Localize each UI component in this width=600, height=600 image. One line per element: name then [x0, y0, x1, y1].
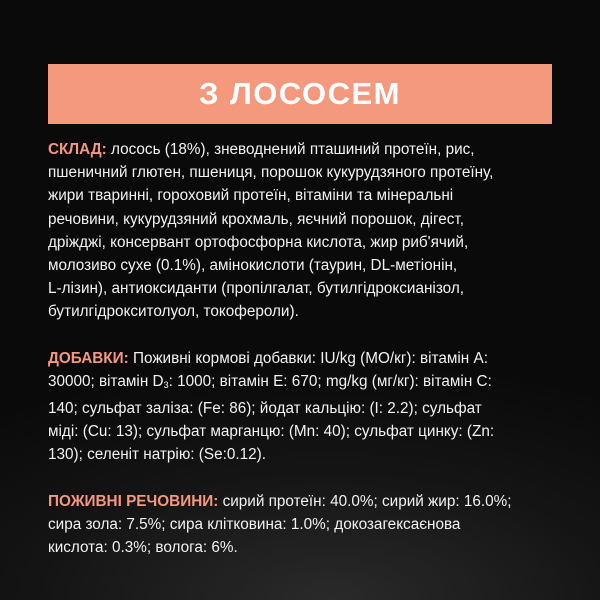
composition-line: [48, 138, 558, 161]
additives-section: [48, 347, 558, 467]
additives-line: 130); селеніт натрію: (Se:0.12).: [48, 446, 266, 464]
composition-label: СКЛАД:: [48, 141, 107, 158]
composition-section: [48, 138, 558, 324]
additives-text: Поживні кормові добавки: IU/kg (МО/кг): вітамін А:: [128, 349, 488, 367]
additives-line: [48, 347, 558, 370]
nutrients-text: сирий протеїн: 40.0%; сирий жир: 16.0%;: [218, 492, 512, 510]
nutrients-line: сира зола: 7.5%; сира клітковина: 1.0%; докозагексаєнова: [48, 515, 461, 533]
nutrients-line: кислота: 0.3%; волога: 6%.: [48, 539, 238, 557]
nutrients-section: [48, 490, 558, 560]
additives-text: : 1000; вітамін E: 670; mg/kg (мг/кг): вітамін С:: [168, 372, 492, 390]
composition-line: молозиво сухе (0.1%), амінокислоти (таурин, DL-метіонін,: [48, 257, 458, 275]
title-banner: [48, 64, 552, 124]
composition-line: пшеничний глютен, пшениця, порошок кукурудзяного протеїну,: [48, 164, 494, 182]
composition-line: L-лізин), антиоксиданти (пропілгалат, бутилгідроксианізол,: [48, 280, 465, 298]
subscript-3: 3: [163, 379, 169, 390]
composition-line: дріжджі, консервант ортофосфорна кислота, жир риб'ячий,: [48, 233, 469, 251]
additives-line: міді: (Cu: 13); сульфат марганцю: (Mn: 40); сульфат цинку: (Zn:: [48, 423, 495, 441]
nutrients-label: ПОЖИВНІ РЕЧОВИНИ:: [48, 492, 219, 510]
ingredients-content: [48, 138, 558, 582]
composition-line: бутилгідрокситолуол, токофероли).: [48, 303, 299, 321]
additives-line: 140; сульфат заліза: (Fe: 86); йодат кальцію: (I: 2.2); сульфат: [48, 400, 482, 418]
additives-line: [48, 370, 558, 397]
nutrients-line: [48, 490, 558, 513]
page-title: З ЛОСОСЕМ: [198, 76, 401, 111]
composition-line: жири тваринні, гороховий протеїн, вітаміни та мінеральні: [48, 187, 454, 205]
composition-line: речовини, кукурудзяний крохмаль, яєчний порошок, дігест,: [48, 210, 464, 228]
composition-text: лосось (18%), зневоднений пташиний протеїн, рис,: [106, 141, 475, 158]
additives-text: 30000; вітамін D: [48, 372, 164, 390]
additives-label: ДОБАВКИ:: [48, 349, 129, 367]
